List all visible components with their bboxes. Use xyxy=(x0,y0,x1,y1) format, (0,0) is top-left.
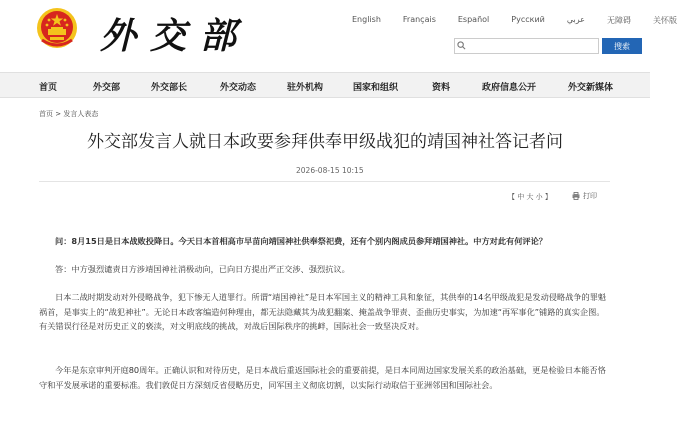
main-nav xyxy=(0,72,650,98)
lang-english-link[interactable]: English xyxy=(352,15,381,24)
divider xyxy=(39,181,610,182)
search-input[interactable] xyxy=(454,38,599,54)
question-text: 问：8月15日是日本战败投降日。今天日本首相高市早苗向靖国神社供奉祭祀费，还有个别内阁成员参拜靖国神社。中方对此有何评论？ xyxy=(55,236,547,246)
print-button[interactable] xyxy=(572,191,597,201)
nav-item-ministry[interactable]: 外交部 xyxy=(93,83,121,93)
nav-item-gov-info[interactable]: 政府信息公开 xyxy=(482,83,537,93)
nav-item-missions[interactable]: 驻外机构 xyxy=(287,83,324,93)
accessibility-link[interactable]: 无障碍 xyxy=(606,16,631,25)
paragraph-1: 日本二战时期发动对外侵略战争，犯下惨无人道罪行。所谓“靖国神社”是日本军国主义的精神工具和象征，其供奉的14名甲级战犯是发动侵略战争的罪魁祸首，是事实上的“战犯神社”。无论日本政客编造何种理由，都无法隐藏其为战犯翻案、掩盖战争罪责、歪曲历史事实，为加速“再军事化”铺路的真实企图。有关错误行径是对历史正义的亵渎，对文明底线的挑战，对战后国际秩序的挑衅，国际社会一致坚决反对。 xyxy=(39,292,607,331)
nav-item-resources[interactable]: 资料 xyxy=(432,83,451,93)
nav-item-diplomatic-news[interactable]: 外交动态 xyxy=(220,83,257,93)
nav-item-minister[interactable]: 外交部长 xyxy=(151,83,188,93)
print-label: 打印 xyxy=(583,192,597,200)
breadcrumb[interactable]: 首页 > 发言人表态 xyxy=(39,110,99,118)
national-emblem-icon[interactable] xyxy=(36,6,78,50)
page-title: 外交部发言人就日本政要参拜供奉甲级战犯的靖国神社答记者问 xyxy=(87,132,563,152)
lang-french-link[interactable]: Français xyxy=(402,15,436,24)
nav-item-countries[interactable]: 国家和组织 xyxy=(353,83,399,93)
language-bar xyxy=(352,15,677,26)
paragraph-2: 今年是东京审判开庭80周年。正确认识和对待历史，是日本战后重返国际社会的重要前提，是日本同周边国家发展关系的政治基础，更是检验日本能否恪守和平发展承诺的重要标准。我们敦促日方深刻反省侵略历史，同军国主义彻底切割，以实际行动取信于亚洲邻国和国际社会。 xyxy=(39,365,606,390)
nav-item-home[interactable]: 首页 xyxy=(39,83,58,93)
search-icon xyxy=(457,41,466,50)
lang-spanish-link[interactable]: Español xyxy=(457,15,490,24)
lang-arabic-link[interactable]: عربي xyxy=(566,15,585,24)
site-logo-text[interactable]: 外交部 xyxy=(100,15,251,57)
lang-russian-link[interactable]: Русский xyxy=(511,15,545,24)
font-size-selector[interactable]: 【 中 大 小 】 xyxy=(508,193,552,201)
care-mode-link[interactable]: 关怀版 xyxy=(652,16,677,25)
search-bar xyxy=(454,38,642,54)
site-header xyxy=(0,0,677,70)
publish-date: 2026-08-15 10:15 xyxy=(296,166,364,175)
nav-item-new-media[interactable]: 外交新媒体 xyxy=(568,83,614,93)
search-button[interactable]: 搜索 xyxy=(602,38,642,54)
answer-text: 答：中方强烈谴责日方涉靖国神社消极动向，已向日方提出严正交涉、强烈抗议。 xyxy=(55,264,350,274)
printer-icon xyxy=(572,192,580,200)
